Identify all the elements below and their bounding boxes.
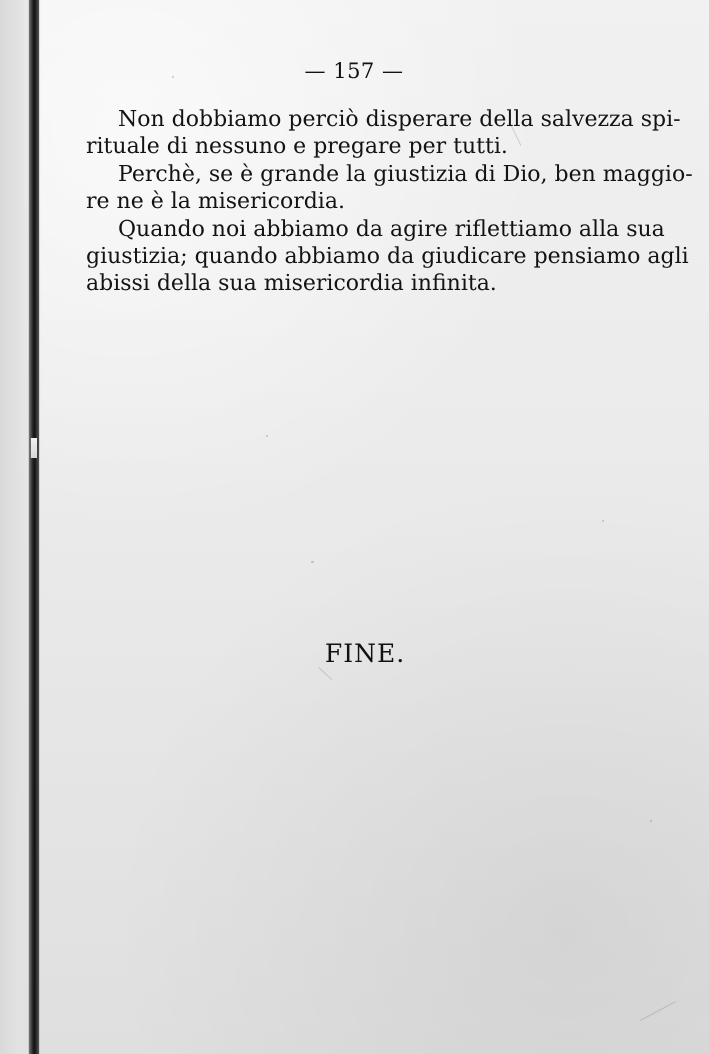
paper-speck xyxy=(172,76,174,78)
paper-speck xyxy=(650,820,652,822)
paragraph-line: Perchè, se è grande la giustizia di Dio, ben maggio- xyxy=(118,162,693,187)
paragraph-line: Non dobbiamo perciò disperare della salvezza spi- xyxy=(118,107,681,132)
ending-text: FINE. xyxy=(324,639,406,668)
paragraph-2 xyxy=(86,161,693,215)
paragraph-line: re ne è la misericordia. xyxy=(86,189,345,214)
binding-notch xyxy=(30,438,37,458)
paper-speck xyxy=(602,520,604,522)
paragraph-line: abissi della sua misericordia infinita. xyxy=(86,271,497,296)
paper-speck xyxy=(266,435,268,437)
paper-scratch xyxy=(318,667,332,680)
binding-edge xyxy=(29,0,39,1054)
paragraph-line: rituale di nessuno e pregare per tutti. xyxy=(86,134,508,159)
paragraph-line: giustizia; quando abbiamo da giudicare pensiamo agli xyxy=(86,244,689,269)
page-number: — 157 — xyxy=(304,59,404,83)
paragraph-1 xyxy=(86,106,681,160)
paper-scratch xyxy=(640,1001,676,1021)
paper-speck xyxy=(311,561,314,563)
paragraph-3 xyxy=(86,216,689,297)
paragraph-line: Quando noi abbiamo da agire riflettiamo alla sua xyxy=(118,217,665,242)
